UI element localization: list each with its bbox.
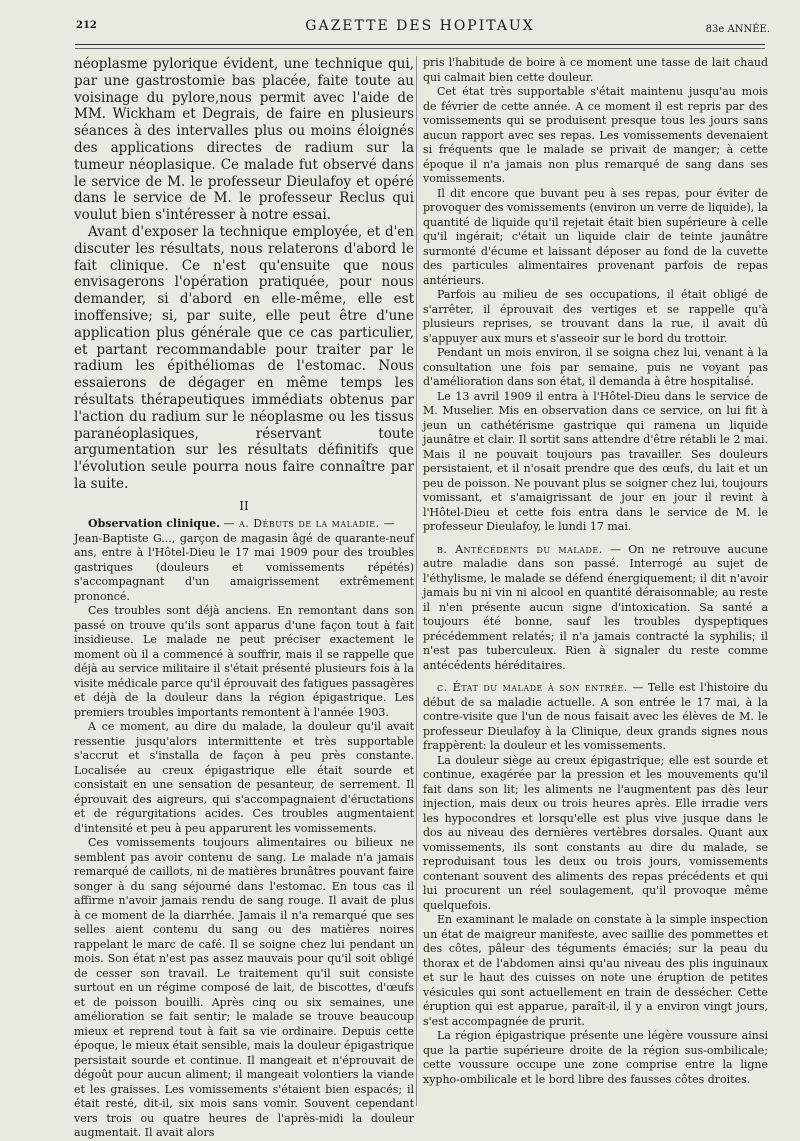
paragraph: pris l'habitude de boire à ce moment une tasse de lait chaud qui calmait bien cette douleur.: [423, 56, 768, 84]
page-number: 212: [76, 20, 97, 31]
paragraph: Jean-Baptiste G..., garçon de magasin âgé de quarante-neuf ans, entre à l'Hôtel-Dieu le 17 mai 1909 pour des troubles gastriques (douleurs et vomissements répétés) s'accompagnant d'un amaigrissement extrêmement prononcé.: [74, 531, 414, 603]
header-rule-thick: [75, 44, 765, 45]
paragraph: Avant d'exposer la technique employée, et d'en discuter les résultats, nous relaterons d'abord le fait clinique. Ce n'est qu'ensuite que nous envisagerons l'opération pratiquée, pour nous demander, si d'abord en elle-même, elle est inoffensive; si, par suite, elle peut être d'une application plus générale que ce cas particulier, et partant recommandable pour traiter par le radium les épithéliomas de l'estomac. Nous essaierons de dégager en même temps les résultats thérapeutiques immédiats obtenus par l'action du radium sur le néoplasme ou les tissus paranéoplasiques, réservant toute argumentation sur les résultats définitifs que l'évolution seule pourra nous faire connaître par la suite.: [74, 223, 414, 492]
paragraph: Il dit encore que buvant peu à ses repas, pour éviter de provoquer des vomissements (environ un verre de liquide), la quantité de liquide qu'il rejetait était bien supérieure à celle qu'il ingérait; c'était un liquide clair de teinte jaunâtre surmonté d'écume et laissant déposer au fond de la cuvette des particules alimentaires provenant parfois de repas antérieurs.: [423, 186, 768, 287]
subsection-heading: b. Antécédents du malade.: [437, 542, 603, 556]
observation-heading: Observation clinique.: [88, 517, 220, 531]
state-paragraph: [423, 681, 768, 754]
left-column: [74, 56, 414, 1140]
paragraph: La douleur siège au creux épigastrique; elle est sourde et continue, exagérée par la pression et les mouvements qu'il fait dans son lit; les aliments ne l'augmentent pas dès leur injection, mais deux ou trois heures après. Elle irradie vers les hypocondres et lorsqu'elle est plus vive jusque dans le dos au niveau des dernières vertèbres dorsales. Quant aux vomissements, ils sont constants au dire du malade, se reproduisant tous les deux ou trois jours, vomissements contenant souvent des aliments des repas précédents et qui lui procurent un réel soulagement, qu'il provoque même quelquefois.: [423, 753, 768, 912]
journal-title: GAZETTE DES HOPITAUX: [305, 18, 535, 34]
paragraph: La région épigastrique présente une légère voussure ainsi que la partie supérieure droite de la région sus-ombilicale; cette voussure occupe une zone comprise entre la ligne xypho-ombilicale et le bord libre des fausses côtes droites.: [423, 1029, 768, 1086]
paragraph: Parfois au milieu de ses occupations, il était obligé de s'arrêter, il éprouvait des vertiges et se rappelle qu'à plusieurs reprises, se trouvant dans la rue, il avait dû s'appuyer aux murs et s'asseoir sur le bord du trottoir.: [423, 288, 768, 345]
paragraph: A ce moment, au dire du malade, la douleur qu'il avait ressentie jusqu'alors intermittente et très supportable s'accrut et s'installa de façon à peu près constante. Localisée au creux épigastrique elle était sourde et consistait en une sensation de pesanteur, de serrement. Il éprouvait des aigreurs, qui s'accompagnaient d'éructations et de régurgitations acides. Ces troubles augmentaient d'intensité et peu à peu apparurent les vomissements.: [74, 720, 414, 835]
paragraph: néoplasme pylorique évident, une technique qui, par une gastrostomie bas placée, faite toute au voisinage du pylore,nous permit avec l'aide de MM. Wickham et Degrais, de faire en plusieurs séances à des intervalles plus ou moins éloignés des applications directes de radium sur la tumeur néoplasique. Ce malade fut observé dans le service de M. le professeur Dieulafoy et opéré dans le service de M. le professeur Reclus qui voulut bien s'intéresser à notre essai.: [74, 56, 414, 224]
paragraph-text: — Telle est l'histoire du début de sa maladie actuelle. A son entrée le 17 mai, à la contre-visite que l'un de nous faisait avec les élèves de M. le professeur Dieulafoy à la Clinique, deux grands signes nous frappèrent: la douleur et les vomissements.: [423, 681, 768, 752]
paragraph: Ces troubles sont déjà anciens. En remontant dans son passé on trouve qu'ils sont apparus d'une façon tout à fait insidieuse. Le malade ne peut préciser exactement le moment où il a commencé à souffrir, mais il se rappelle que déjà au service militaire il s'était présenté plusieurs fois à la visite médicale parce qu'il éprouvait des fatigues passagères et déjà de la douleur dans la région épigastrique. Les premiers troubles importants remontent à l'année 1903.: [74, 604, 414, 719]
paragraph: Ces vomissements toujours alimentaires ou bilieux ne semblent pas avoir contenu de sang. Le malade n'a jamais remarqué de caillots, ni de matières brunâtres pouvant faire songer à du sang séjourné dans l'estomac. En tous cas il affirme n'avoir jamais rendu de sang rouge. Il avait de plus à ce moment de la diarrhée. Jamais il n'a remarqué que ses selles aient contenu du sang ou des matières noires rappelant le marc de café. Il se soigne chez lui pendant un mois. Son état n'est pas assez mauvais pour qu'il soit obligé de cesser son travail. Le traitement qu'il suit consiste surtout en un régime composé de lait, de biscottes, d'œufs et de poisson bouilli. Après cinq ou six semaines, une amélioration se fait sentir; le malade se trouve beaucoup mieux et reprend tout à fait sa vie ordinaire. Depuis cette époque, le mieux était sensible, mais la douleur épigastrique persistait sourde et continue. Il mangeait et n'éprouvait de dégoût pour aucun aliment; il mangeait volontiers la viande et les graisses. Les vomissements s'étaient bien espacés; il était resté, dit-il, six mois sans vomir. Souvent cependant vers trois ou quatre heures de l'après-midi la douleur augmentait. Il avait alors: [74, 836, 414, 1140]
column-divider: [416, 56, 417, 1106]
antecedents-paragraph: [423, 543, 768, 674]
observation-paragraph: [74, 517, 414, 532]
intro-block: [74, 56, 414, 493]
journal-year: 83e ANNÉE.: [705, 24, 770, 35]
page-header: [60, 18, 780, 40]
right-column: [423, 56, 768, 1106]
paragraph: Pendant un mois environ, il se soigna chez lui, venant à la consultation une fois par semaine, puis ne voyant pas d'amélioration dans son état, il demanda à être hospitalisé.: [423, 346, 768, 388]
section-number: II: [239, 498, 249, 513]
paragraph-text: — On ne retrouve aucune autre maladie dans son passé. Interrogé au sujet de l'éthylisme, le malade se défend énergiquement; il dit n'avoir jamais bu ni vin ni alcool en quantité déraisonnable; au reste il n'en présente aucun signe d'intoxication. Sa santé a toujours été bonne, sauf les troubles dyspeptiques précédemment relatés; il n'a jamais contracté la syphilis; il n'est pas tuberculeux. Rien à signaler du reste comme antécédents héréditaires.: [423, 542, 769, 672]
subsection-heading: c. État du malade à son entrée.: [437, 681, 628, 694]
paragraph: En examinant le malade on constate à la simple inspection un état de maigreur manifeste, avec saillie des pommettes et des côtes, pâleur des téguments émaciés; sur la peau du thorax et de l'abdomen ainsi qu'au niveau des plis inguinaux et sur le haut des cuisses on note une éruption de petites vésicules qui sont actuellement en train de dessécher. Cette éruption qui est apparue, paraît-il, il y a environ vingt jours, s'est accompagnée de prurit.: [423, 913, 768, 1028]
paragraph: Cet état très supportable s'était maintenu jusqu'au mois de février de cette année. A ce moment il est repris par des vomissements qui se produisent presque tous les jours sans aucun rapport avec ses repas. Les vomissements devenaient si fréquents que le malade se privait de manger; à cette époque il n'a jamais non plus remarqué de sang dans ses vomissements.: [423, 85, 768, 185]
paragraph: Le 13 avril 1909 il entra à l'Hôtel-Dieu dans le service de M. Muselier. Mis en observation dans ce service, on lui fit à jeun un cathétérisme gastrique qui ramena un liquide jaunâtre et clair. Il sortit sans attendre d'être rétabli le 2 mai. Mais il ne pouvait toujours pas travailler. Ses douleurs persistaient, et il n'osait prendre que des œufs, du lait et un peu de poisson. Ne pouvant plus se soigner chez lui, toujours vomissant, et s'amaigrissant de jour en jour il revint à l'Hôtel-Dieu et cette fois entra dans le service de M. le professeur Dieulafoy, le lundi 17 mai.: [423, 389, 768, 533]
subsection-heading: — a. Débuts de la maladie. —: [223, 517, 396, 531]
header-rule-thin: [75, 48, 765, 49]
